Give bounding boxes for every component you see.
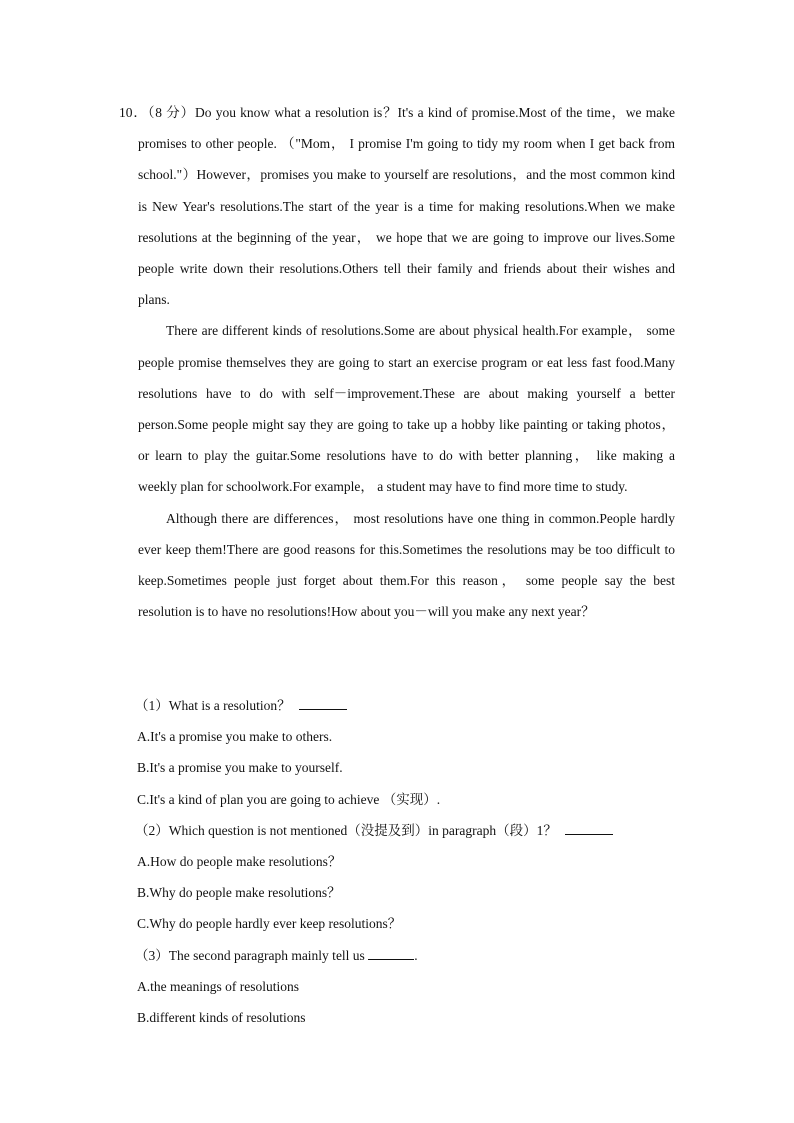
subquestion-3-stem: （3）The second paragraph mainly tell us . xyxy=(135,947,418,963)
paragraph-1-text: Do you know what a resolution is？It's a kind of promise.Most of the time，we make promises to other people. （"Mom， I promise I'm going to tidy my room when I get back from school."）However，promises you make to yourself are resolutions，and the most common kind is New Year's resolutions.The start of the year is a time for making resolutions.When we make resolutions at the beginning of the year， we hope that we are going to improve our lives.Some people write down their resolutions.Others tell their family and friends about their wishes and plans. xyxy=(138,105,676,308)
subquestion-2-option-c: C.Why do people hardly ever keep resolutions？ xyxy=(137,916,402,932)
answer-blank-2[interactable] xyxy=(565,822,613,835)
answer-blank-3[interactable] xyxy=(368,947,414,960)
passage-paragraph-3: Although there are differences， most resolutions have one thing in common.People hardly ever keep them!There are good reasons for this.Sometimes the resolutions may be too difficult to keep.Sometimes people just forget about them.For this reason， some people say the best resolution is to have no resolutions!How about you－will you make any next year？ xyxy=(138,510,675,620)
subquestion-list xyxy=(137,690,697,1033)
subquestion-2-option-a: A.How do people make resolutions？ xyxy=(137,853,342,869)
reading-question-10 xyxy=(119,97,675,627)
subquestion-2-option-b: B.Why do people make resolutions？ xyxy=(137,885,341,901)
subquestion-1-stem: （1）What is a resolution？ xyxy=(135,690,697,721)
subquestion-1-option-b: B.It's a promise you make to yourself. xyxy=(137,760,343,776)
subquestion-2-stem: （2）Which question is not mentioned（没提及到）in paragraph（段）1？ xyxy=(135,815,697,846)
subquestion-3-option-a: A.the meanings of resolutions xyxy=(137,978,299,994)
question-number: 10． xyxy=(119,105,148,120)
passage-paragraph-1 xyxy=(119,97,675,315)
question-points: （8 分） xyxy=(147,105,195,120)
subquestion-1-option-c: C.It's a kind of plan you are going to achieve （实现）. xyxy=(137,791,441,807)
subquestion-3-option-b: B.different kinds of resolutions xyxy=(137,1009,306,1025)
subquestion-1-option-a: A.It's a promise you make to others. xyxy=(137,729,333,745)
answer-blank-1[interactable] xyxy=(299,697,347,710)
passage-paragraph-2: There are different kinds of resolutions.Some are about physical health.For example， some people promise themselves they are going to start an exercise program or eat less fast food.Many resolutions have to do with self－improvement.These are about making yourself a better person.Some people might say they are going to take up a hobby like painting or taking photos， or learn to play the guitar.Some resolutions have to do with better planning， like making a weekly plan for schoolwork.For example， a student may have to find more time to study. xyxy=(138,323,675,495)
